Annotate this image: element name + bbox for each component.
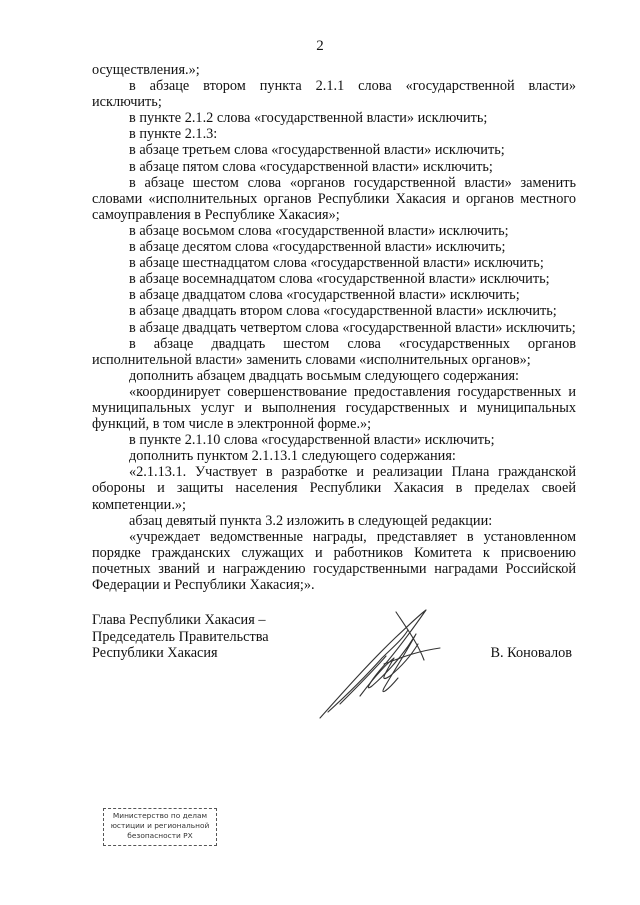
paragraph: осуществления.»; — [92, 62, 200, 78]
paragraph: в абзаце третьем слова «государственной власти» исключить; — [129, 142, 505, 159]
paragraph: в абзаце двадцать втором слова «государственной власти» исключить; — [129, 303, 557, 320]
paragraph: в абзаце восемнадцатом слова «государственной власти» исключить; — [129, 271, 550, 288]
registration-stamp — [103, 808, 217, 846]
paragraph: в абзаце десятом слова «государственной власти» исключить; — [129, 239, 506, 256]
paragraph: в пункте 2.1.10 слова «государственной власти» исключить; — [129, 432, 495, 449]
paragraph: в абзаце шестом слова «органов государственной власти» заменить словами «исполнительных органов Республики Хакасия и органов местного самоуправления в Республике Хакасия»; — [92, 174, 576, 223]
signer-name: В. Коновалов — [490, 645, 572, 661]
paragraph: в абзаце втором пункта 2.1.1 слова «государственной власти» исключить; — [92, 78, 576, 111]
paragraph: в пункте 2.1.2 слова «государственной власти» исключить; — [129, 110, 488, 127]
document-body — [92, 62, 576, 593]
paragraph: абзац девятый пункта 3.2 изложить в следующей редакции: — [129, 512, 493, 529]
paragraph: в абзаце шестнадцатом слова «государственной власти» исключить; — [129, 255, 544, 272]
signer-title-line: Председатель Правительства — [92, 628, 269, 645]
paragraph: дополнить абзацем двадцать восьмым следующего содержания: — [129, 367, 520, 384]
paragraph: дополнить пунктом 2.1.13.1 следующего содержания: — [129, 448, 456, 465]
signer-title-line: Глава Республики Хакасия – — [92, 612, 266, 628]
paragraph: в абзаце двадцатом слова «государственной власти» исключить; — [129, 287, 520, 304]
paragraph: «2.1.13.1. Участвует в разработке и реализации Плана гражданской обороны и защиты населения Республики Хакасия в пределах своей компетенции.»; — [92, 464, 576, 513]
paragraph: в абзаце двадцать четвертом слова «государственной власти» исключить; — [129, 319, 576, 336]
paragraph: в абзаце восьмом слова «государственной власти» исключить; — [129, 222, 509, 239]
stamp-line: безопасности РХ — [127, 831, 193, 840]
signer-title — [92, 612, 269, 662]
paragraph: «координирует совершенствование предоставления государственных и муниципальных услуг и выполнения государственных и муниципальных функций, в том числе в электронной форме.»; — [92, 383, 576, 433]
page-number: 2 — [316, 38, 324, 54]
paragraph: в абзаце пятом слова «государственной власти» исключить; — [129, 158, 493, 175]
handwritten-signature — [300, 600, 460, 725]
paragraph: в пункте 2.1.3: — [129, 126, 218, 143]
stamp-line: Министерство по делам — [112, 811, 208, 820]
signer-title-line: Республики Хакасия — [92, 645, 218, 661]
paragraph: в абзаце двадцать шестом слова «государственных органов исполнительной власти» заменить словами «исполнительных органов»; — [92, 335, 576, 368]
stamp-line: юстиции и региональной — [110, 821, 210, 830]
paragraph: «учреждает ведомственные награды, представляет в установленном порядке гражданских служащих и работников Комитета к присвоению почетных званий и награждению государственными наградами Российской Федерации и Республики Хакасия;». — [92, 528, 576, 593]
